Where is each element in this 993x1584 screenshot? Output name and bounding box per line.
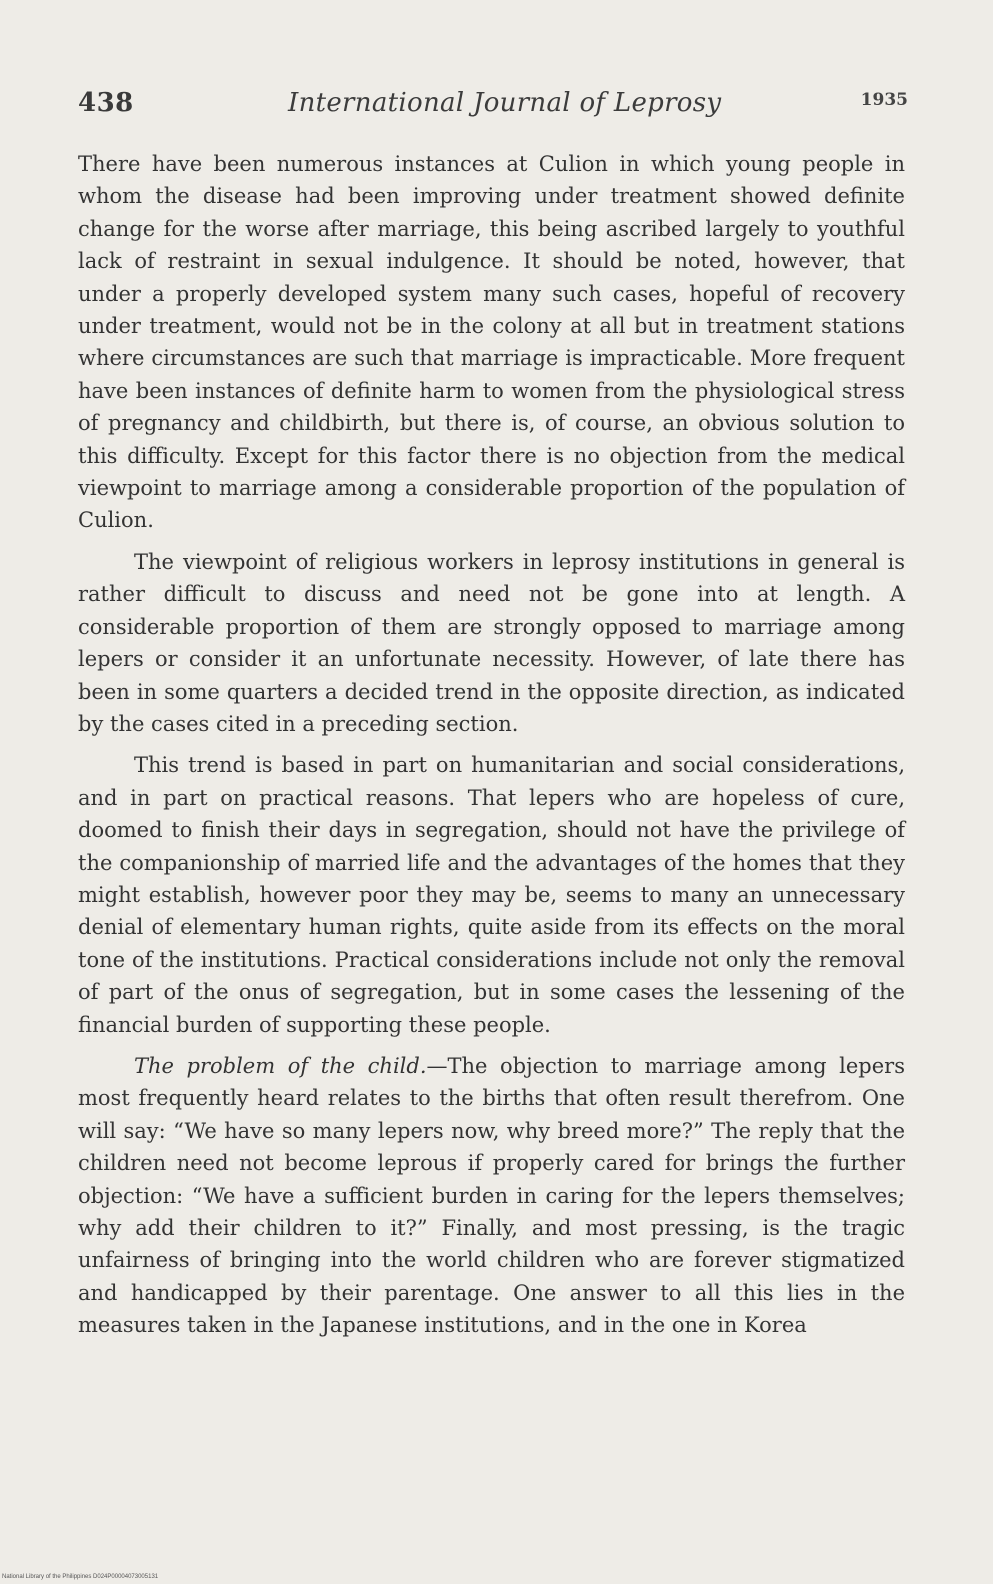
- article-body: [78, 148, 905, 1351]
- paragraph-trend: This trend is based in part on humanitarian and social considerations, and in part on practical reasons. That lepers who are hopeless of cure, doomed to finish their days in segregation, should not have the privilege of the companionship of married life and the advantages of the homes that they might establish, however poor they may be, seems to many an unnecessary denial of elementary human rights, quite aside from its effects on the moral tone of the institutions. Practical considerations include not only the removal of part of the onus of segregation, but in some cases the lessening of the financial burden of supporting these people.: [78, 753, 905, 1037]
- running-header: [78, 88, 908, 128]
- scan-footer-note: National Library of the Philippines D024P00004073005131: [2, 1574, 159, 1580]
- volume-year: 1935: [860, 90, 908, 110]
- section-run-in-heading: The problem of the child.: [134, 1053, 427, 1078]
- paragraph-problem-of-child: [78, 1050, 905, 1342]
- paragraph-religious-workers: The viewpoint of religious workers in leprosy institutions in general is rather difficult to discuss and need not be gone into at length. A considerable proportion of them are strongly opposed to marriage among lepers or consider it an unfortunate necessity. However, of late there has been in some quarters a decided trend in the opposite direction, as indicated by the cases cited in a preceding section.: [78, 549, 905, 736]
- paragraph-problem-of-child-text: —The objection to marriage among lepers most frequently heard relates to the births that often result therefrom. One will say: “We have so many lepers now, why breed more?” The reply that the children need not become leprous if properly cared for brings the further objection: “We have a sufficient burden in caring for the lepers themselves; why add their children to it?” Finally, and most pressing, is the tragic unfairness of bringing into the world children who are forever stigmatized and handicapped by their parentage. One answer to all this lies in the measures taken in the Japanese institutions, and in the one in Korea: [78, 1053, 905, 1338]
- page-number: 438: [78, 88, 134, 118]
- paragraph-marriage-culion: There have been numerous instances at Culion in which young people in whom the disease had been improving under treatment showed definite change for the worse after marriage, this being ascribed largely to youthful lack of restraint in sexual indulgence. It should be noted, however, that under a properly developed system many such cases, hopeful of recovery under treatment, would not be in the colony at all but in treatment stations where circumstances are such that marriage is impracticable. More frequent have been instances of definite harm to women from the physiological stress of pregnancy and childbirth, but there is, of course, an obvious solution to this difficulty. Except for this factor there is no objection from the medical viewpoint to marriage among a considerable proportion of the population of Culion.: [78, 152, 905, 533]
- running-title: International Journal of Leprosy: [288, 88, 722, 118]
